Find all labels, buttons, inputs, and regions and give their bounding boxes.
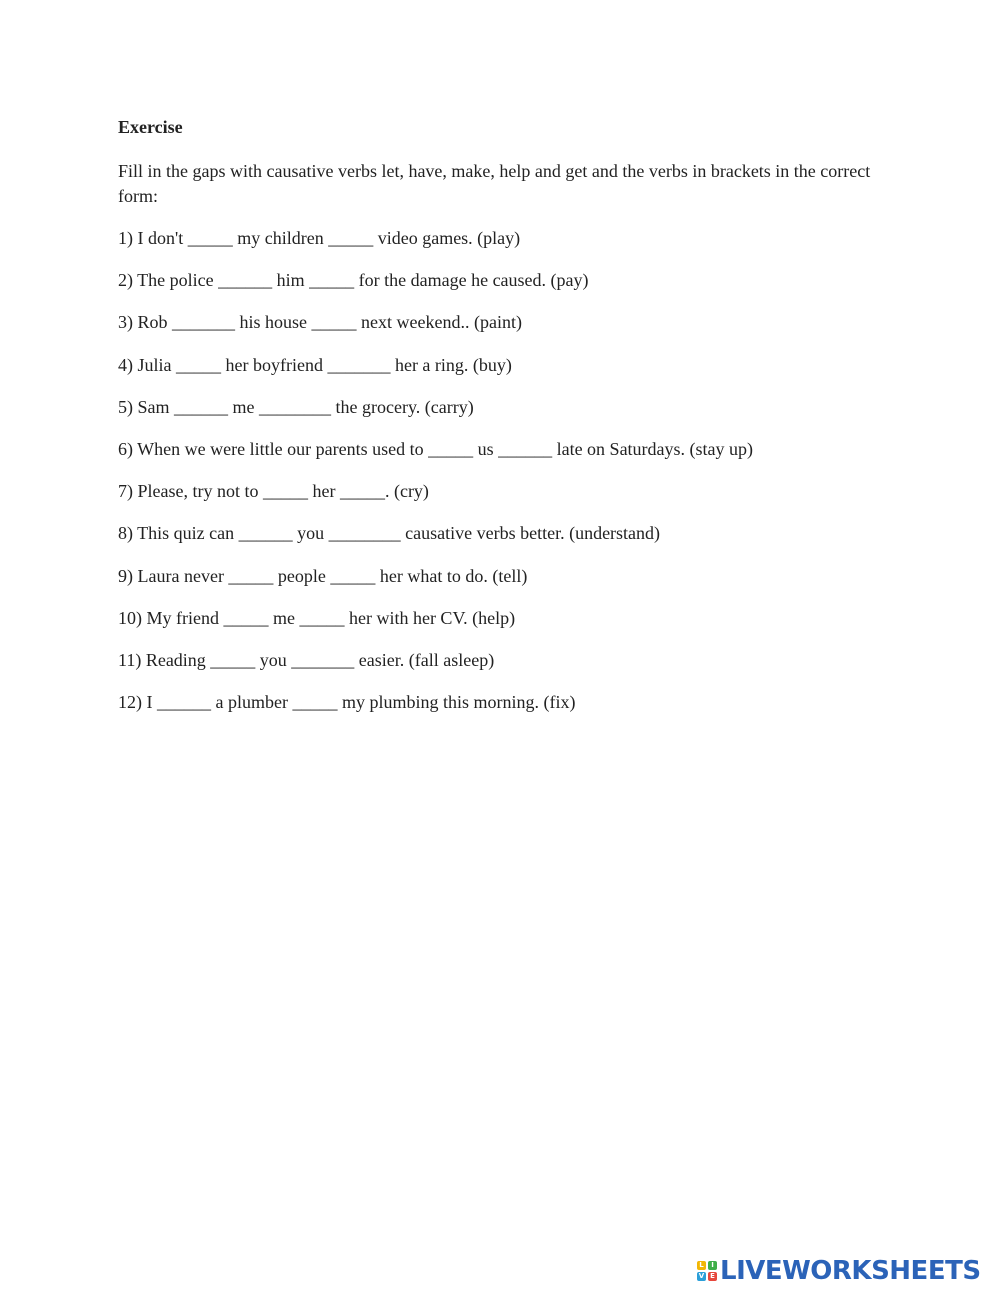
logo-mark-icon [697, 1261, 717, 1281]
question-item: 5) Sam ______ me ________ the grocery. (carry) [118, 396, 474, 417]
exercise-title: Exercise [118, 117, 183, 137]
logo-text: LIVEWORKSHEETS [720, 1256, 981, 1286]
question-item: 6) When we were little our parents used to _____ us ______ late on Saturdays. (stay up) [118, 438, 754, 459]
logo-mark-tile: E [708, 1272, 717, 1281]
question-item: 8) This quiz can ______ you ________ causative verbs better. (understand) [118, 523, 661, 544]
question-item: 12) I ______ a plumber _____ my plumbing this morning. (fix) [118, 692, 576, 713]
question-item: 4) Julia _____ her boyfriend _______ her a ring. (buy) [118, 354, 512, 375]
question-item: 9) Laura never _____ people _____ her what to do. (tell) [118, 565, 528, 586]
liveworksheets-logo [697, 1255, 981, 1287]
instructions-text: Fill in the gaps with causative verbs let, have, make, help and get and the verbs in brackets in the correct form: [118, 161, 871, 206]
question-item: 7) Please, try not to _____ her _____. (cry) [118, 481, 429, 502]
logo-mark-tile: I [708, 1261, 717, 1270]
logo-mark-tile: V [698, 1272, 705, 1280]
logo-mark-tile: L [697, 1261, 706, 1270]
question-list [118, 226, 753, 732]
question-item: 11) Reading _____ you _______ easier. (fall asleep) [118, 649, 495, 670]
question-item: 1) I don't _____ my children _____ video games. (play) [118, 228, 521, 248]
question-item: 10) My friend _____ me _____ her with her CV. (help) [118, 607, 516, 628]
question-item: 2) The police ______ him _____ for the damage he caused. (pay) [118, 270, 589, 291]
question-item: 3) Rob _______ his house _____ next weekend.. (paint) [118, 312, 522, 333]
